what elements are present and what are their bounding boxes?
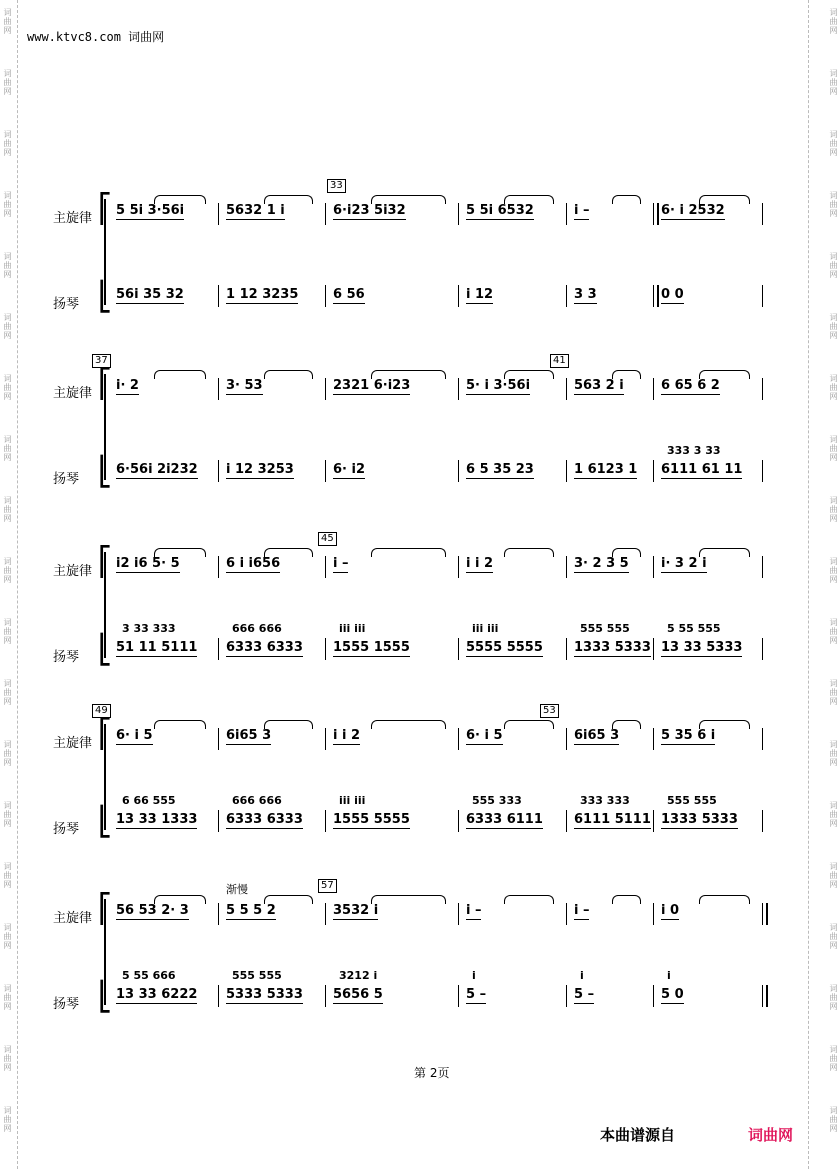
measure-number: 49 <box>92 704 111 718</box>
yangqin-barline <box>762 285 763 307</box>
yangqin-measure: 5 0 <box>661 987 684 1002</box>
melody-barline <box>325 378 326 400</box>
yangqin-upper-voice: iii iii <box>339 794 366 807</box>
watermark-text: 词曲网 <box>3 1045 12 1072</box>
watermark-text: 词曲网 <box>3 862 12 889</box>
slur-mark <box>371 195 446 204</box>
melody-barline <box>458 728 459 750</box>
melody-measure: 6i65 3 <box>226 728 272 743</box>
melody-barline <box>218 378 219 400</box>
yangqin-barline <box>762 810 763 832</box>
melody-measure: 6· i 2532 <box>661 203 725 218</box>
yangqin-measure: 5333 5333 <box>226 987 303 1002</box>
slur-mark <box>699 548 750 557</box>
yangqin-barline <box>325 810 326 832</box>
slur-mark <box>371 895 446 904</box>
watermark-text: 词曲网 <box>3 679 12 706</box>
yangqin-measure: 1333 5333 <box>574 640 651 655</box>
melody-measure: i – <box>333 556 349 571</box>
melody-barline <box>566 556 567 578</box>
yangqin-barline <box>653 810 654 832</box>
slur-mark <box>504 720 554 729</box>
melody-part-label: 主旋律 <box>53 736 93 751</box>
yangqin-upper-voice: 3212 i <box>339 969 378 982</box>
melody-measure: 3· 2 3 5 <box>574 556 629 571</box>
slur-mark <box>264 548 313 557</box>
yangqin-measure: 6333 6333 <box>226 640 303 655</box>
watermark-text: 词曲网 <box>3 984 12 1011</box>
melody-measure: i· 3 2 i <box>661 556 707 571</box>
yangqin-measure: 0 0 <box>661 287 684 302</box>
melody-barline <box>762 728 763 750</box>
melody-barline <box>458 556 459 578</box>
melody-barline <box>653 728 654 750</box>
yangqin-upper-voice: 555 555 <box>667 794 717 807</box>
melody-barline <box>566 728 567 750</box>
footer-logo[interactable]: 词曲网 <box>748 1126 794 1144</box>
yangqin-barline <box>458 638 459 660</box>
slur-mark <box>504 548 554 557</box>
melody-barline <box>653 378 654 400</box>
score-system <box>0 705 840 840</box>
watermark-text: 词曲网 <box>829 557 838 584</box>
yangqin-upper-voice: i <box>580 969 584 982</box>
melody-barline <box>458 203 459 225</box>
yangqin-part-label: 扬琴 <box>53 297 80 312</box>
melody-measure: 5 5i 6532 <box>466 203 534 218</box>
yangqin-barline <box>218 985 219 1007</box>
yangqin-upper-voice: 333 3 33 <box>667 444 721 457</box>
watermark-text: 词曲网 <box>829 252 838 279</box>
melody-barline <box>458 903 459 925</box>
watermark-text: 词曲网 <box>3 313 12 340</box>
melody-measure: 5 5 5 2 <box>226 903 276 918</box>
page-number: 第 2页 <box>414 1066 450 1080</box>
melody-measure: i i 2 <box>466 556 494 571</box>
melody-barline <box>566 378 567 400</box>
slur-mark <box>699 895 750 904</box>
melody-part-label: 主旋律 <box>53 911 93 926</box>
melody-barline <box>325 556 326 578</box>
yangqin-part-label: 扬琴 <box>53 822 80 837</box>
melody-barline <box>325 728 326 750</box>
yangqin-barline <box>325 285 326 307</box>
watermark-text: 词曲网 <box>829 618 838 645</box>
yangqin-upper-voice: 3 33 333 <box>122 622 176 635</box>
melody-measure: 6 i i656 <box>226 556 281 571</box>
watermark-text: 词曲网 <box>829 740 838 767</box>
watermark-text: 词曲网 <box>829 1106 838 1133</box>
yangqin-upper-voice: i <box>472 969 476 982</box>
yangqin-barline <box>566 285 567 307</box>
slur-mark <box>264 895 313 904</box>
melody-barline <box>325 903 326 925</box>
score-system <box>0 533 840 668</box>
measure-number: 57 <box>318 879 337 893</box>
yangqin-measure: 5656 5 <box>333 987 383 1002</box>
melody-measure: 6·i23 5i32 <box>333 203 406 218</box>
yangqin-barline <box>325 460 326 482</box>
melody-measure: 5632 1 i <box>226 203 285 218</box>
yangqin-upper-voice: iii iii <box>472 622 499 635</box>
yangqin-measure: 5 – <box>574 987 595 1002</box>
slur-mark <box>371 548 446 557</box>
melody-barline <box>762 903 768 925</box>
watermark-text: 词曲网 <box>3 801 12 828</box>
measure-number: 33 <box>327 179 346 193</box>
yangqin-measure: 6·56i 2i232 <box>116 462 198 477</box>
watermark-text: 词曲网 <box>829 374 838 401</box>
slur-mark <box>699 370 750 379</box>
bracket-top-hook: ⎡ <box>98 545 112 578</box>
watermark-text: 词曲网 <box>829 984 838 1011</box>
yangqin-measure: 5555 5555 <box>466 640 543 655</box>
bracket-top-hook: ⎡ <box>98 367 112 400</box>
melody-part-label: 主旋律 <box>53 564 93 579</box>
melody-barline <box>218 556 219 578</box>
yangqin-barline <box>566 638 567 660</box>
melody-barline <box>458 378 459 400</box>
melody-measure: i2 i6 5· 5 <box>116 556 180 571</box>
melody-barline <box>218 728 219 750</box>
watermark-text: 词曲网 <box>3 252 12 279</box>
yangqin-measure: 3 3 <box>574 287 597 302</box>
watermark-text: 词曲网 <box>3 69 12 96</box>
yangqin-upper-voice: i <box>667 969 671 982</box>
score-system <box>0 355 840 490</box>
slur-mark <box>504 370 554 379</box>
bracket-top-hook: ⎡ <box>98 717 112 750</box>
yangqin-part-label: 扬琴 <box>53 997 80 1012</box>
slur-mark <box>504 195 554 204</box>
score-system <box>0 180 840 315</box>
yangqin-barline <box>458 285 459 307</box>
watermark-text: 词曲网 <box>829 923 838 950</box>
melody-measure: i – <box>574 203 590 218</box>
slur-mark <box>612 895 641 904</box>
site-url[interactable]: www.ktvc8.com 词曲网 <box>27 30 165 44</box>
yangqin-barline <box>325 985 326 1007</box>
yangqin-measure: 1555 1555 <box>333 640 410 655</box>
slur-mark <box>154 720 206 729</box>
yangqin-barline <box>458 460 459 482</box>
score-system <box>0 880 840 1015</box>
slur-mark <box>154 548 206 557</box>
yangqin-barline <box>653 985 654 1007</box>
bracket-bottom-hook: ⎣ <box>98 980 112 1013</box>
yangqin-upper-voice: 6 66 555 <box>122 794 176 807</box>
melody-part-label: 主旋律 <box>53 211 93 226</box>
yangqin-barline <box>653 638 654 660</box>
yangqin-measure: 1 6123 1 <box>574 462 638 477</box>
watermark-text: 词曲网 <box>829 496 838 523</box>
watermark-text: 词曲网 <box>3 435 12 462</box>
yangqin-barline <box>218 285 219 307</box>
watermark-text: 词曲网 <box>3 130 12 157</box>
yangqin-measure: 56i 35 32 <box>116 287 184 302</box>
bracket-top-hook: ⎡ <box>98 892 112 925</box>
watermark-text: 词曲网 <box>3 1106 12 1133</box>
yangqin-measure: 1333 5333 <box>661 812 738 827</box>
melody-measure: 6 65 6 2 <box>661 378 720 393</box>
melody-barline <box>218 903 219 925</box>
watermark-text: 词曲网 <box>829 1045 838 1072</box>
bracket-top-hook: ⎡ <box>98 192 112 225</box>
yangqin-measure: 13 33 5333 <box>661 640 743 655</box>
yangqin-part-label: 扬琴 <box>53 472 80 487</box>
melody-measure: i – <box>466 903 482 918</box>
watermark-text: 词曲网 <box>3 923 12 950</box>
melody-measure: 3532 i <box>333 903 379 918</box>
watermark-text: 词曲网 <box>3 740 12 767</box>
yangqin-upper-voice: 555 555 <box>580 622 630 635</box>
yangqin-measure: 6· i2 <box>333 462 366 477</box>
yangqin-measure: 6 56 <box>333 287 365 302</box>
yangqin-barline <box>653 460 654 482</box>
watermark-text: 词曲网 <box>3 374 12 401</box>
slur-mark <box>612 720 641 729</box>
melody-measure: 56 53 2· 3 <box>116 903 189 918</box>
slur-mark <box>154 370 206 379</box>
watermark-text: 词曲网 <box>3 8 12 35</box>
melody-barline <box>762 556 763 578</box>
yangqin-measure: 6111 61 11 <box>661 462 743 477</box>
melody-measure: 6i65 3 <box>574 728 620 743</box>
watermark-text: 词曲网 <box>829 313 838 340</box>
melody-barline <box>762 203 763 225</box>
yangqin-measure: 13 33 1333 <box>116 812 198 827</box>
slur-mark <box>612 195 641 204</box>
yangqin-measure: 1555 5555 <box>333 812 410 827</box>
yangqin-barline <box>566 810 567 832</box>
slur-mark <box>504 895 554 904</box>
measure-number: 37 <box>92 354 111 368</box>
melody-measure: 2321 6·i23 <box>333 378 411 393</box>
watermark-text: 词曲网 <box>829 130 838 157</box>
slur-mark <box>612 370 641 379</box>
slur-mark <box>154 895 206 904</box>
slur-mark <box>371 370 446 379</box>
yangqin-measure: 51 11 5111 <box>116 640 198 655</box>
slur-mark <box>699 720 750 729</box>
melody-barline <box>762 378 763 400</box>
yangqin-barline <box>762 638 763 660</box>
measure-number: 53 <box>540 704 559 718</box>
yangqin-barline <box>762 985 768 1007</box>
melody-barline <box>653 903 654 925</box>
melody-barline <box>566 903 567 925</box>
yangqin-barline <box>458 985 459 1007</box>
watermark-text: 词曲网 <box>829 679 838 706</box>
yangqin-upper-voice: 666 666 <box>232 622 282 635</box>
watermark-text: 词曲网 <box>829 8 838 35</box>
melody-barline <box>218 203 219 225</box>
yangqin-measure: 13 33 6222 <box>116 987 198 1002</box>
yangqin-upper-voice: 5 55 666 <box>122 969 176 982</box>
melody-measure: i 0 <box>661 903 680 918</box>
melody-barline <box>566 203 567 225</box>
bracket-bottom-hook: ⎣ <box>98 455 112 488</box>
watermark-text: 词曲网 <box>829 191 838 218</box>
yangqin-barline <box>218 638 219 660</box>
slur-mark <box>264 195 313 204</box>
watermark-text: 词曲网 <box>3 557 12 584</box>
melody-measure: 5 5i 3·56i <box>116 203 185 218</box>
tempo-annotation: 渐慢 <box>226 883 248 896</box>
yangqin-barline <box>566 460 567 482</box>
yangqin-measure: 6 5 35 23 <box>466 462 534 477</box>
yangqin-upper-voice: 333 333 <box>580 794 630 807</box>
slur-mark <box>699 195 750 204</box>
melody-barline <box>325 203 326 225</box>
watermark-text: 词曲网 <box>3 191 12 218</box>
melody-measure: 5 35 6 i <box>661 728 716 743</box>
yangqin-part-label: 扬琴 <box>53 650 80 665</box>
measure-number: 41 <box>550 354 569 368</box>
yangqin-barline <box>566 985 567 1007</box>
melody-measure: 6· i 5 <box>116 728 153 743</box>
measure-number: 45 <box>318 532 337 546</box>
yangqin-barline <box>458 810 459 832</box>
melody-measure: i – <box>574 903 590 918</box>
yangqin-upper-voice: 555 555 <box>232 969 282 982</box>
yangqin-barline <box>325 638 326 660</box>
melody-barline <box>653 556 654 578</box>
slur-mark <box>371 720 446 729</box>
watermark-text: 词曲网 <box>3 618 12 645</box>
yangqin-upper-voice: iii iii <box>339 622 366 635</box>
melody-measure: 3· 53 <box>226 378 263 393</box>
bracket-bottom-hook: ⎣ <box>98 280 112 313</box>
yangqin-barline <box>218 460 219 482</box>
slur-mark <box>154 195 206 204</box>
yangqin-measure: 1 12 3235 <box>226 287 299 302</box>
melody-measure: i· 2 <box>116 378 139 393</box>
melody-measure: 563 2 i <box>574 378 624 393</box>
watermark-text: 词曲网 <box>829 435 838 462</box>
watermark-text: 词曲网 <box>3 496 12 523</box>
slur-mark <box>264 720 313 729</box>
yangqin-upper-voice: 555 333 <box>472 794 522 807</box>
yangqin-measure: i 12 3253 <box>226 462 294 477</box>
yangqin-measure: i 12 <box>466 287 494 302</box>
bracket-bottom-hook: ⎣ <box>98 805 112 838</box>
yangqin-barline <box>218 810 219 832</box>
melody-part-label: 主旋律 <box>53 386 93 401</box>
melody-measure: 6· i 5 <box>466 728 503 743</box>
watermark-text: 词曲网 <box>829 801 838 828</box>
watermark-text: 词曲网 <box>829 862 838 889</box>
watermark-text: 词曲网 <box>829 69 838 96</box>
slur-mark <box>612 548 641 557</box>
melody-measure: 5· i 3·56i <box>466 378 531 393</box>
melody-barline <box>653 203 659 225</box>
yangqin-measure: 6333 6111 <box>466 812 543 827</box>
slur-mark <box>264 370 313 379</box>
yangqin-barline <box>653 285 659 307</box>
footer-source-text: 本曲谱源自 <box>600 1126 676 1144</box>
yangqin-measure: 5 – <box>466 987 487 1002</box>
yangqin-measure: 6333 6333 <box>226 812 303 827</box>
yangqin-upper-voice: 5 55 555 <box>667 622 721 635</box>
yangqin-measure: 6111 5111 <box>574 812 651 827</box>
yangqin-barline <box>762 460 763 482</box>
yangqin-upper-voice: 666 666 <box>232 794 282 807</box>
melody-measure: i i 2 <box>333 728 361 743</box>
bracket-bottom-hook: ⎣ <box>98 633 112 666</box>
